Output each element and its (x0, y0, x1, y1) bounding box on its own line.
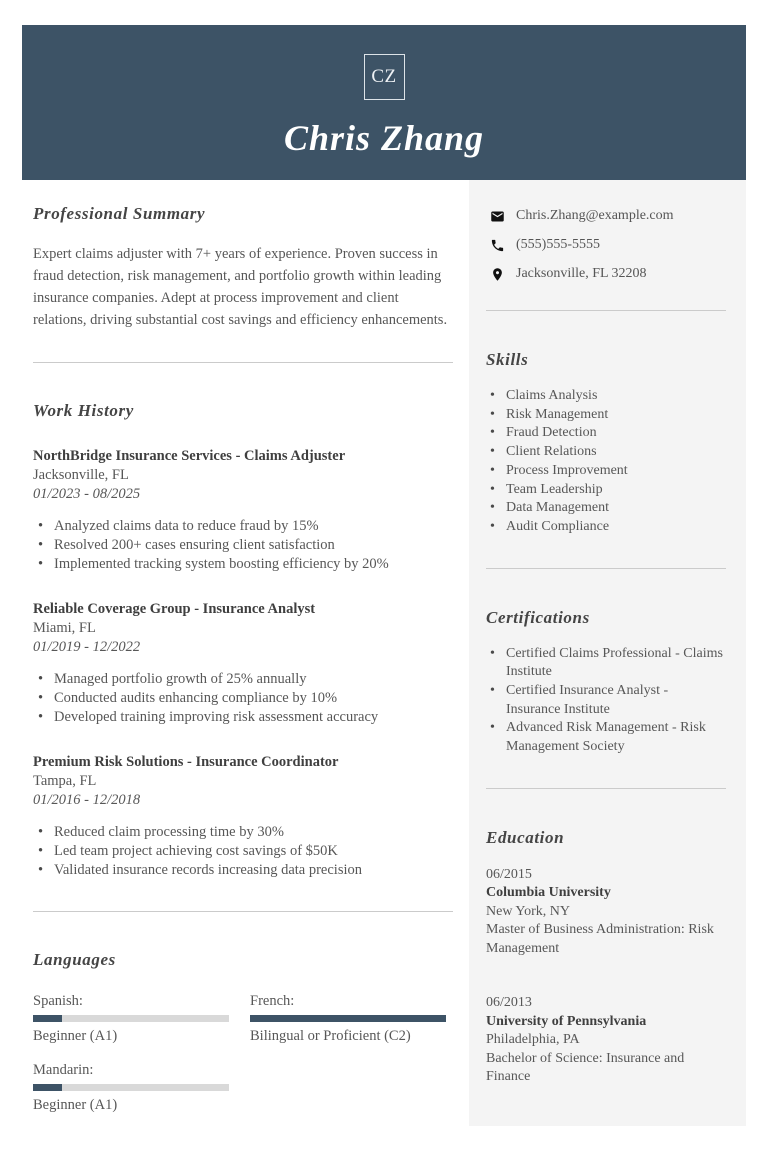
job-entry (33, 600, 453, 727)
divider (486, 568, 726, 569)
education-entry (486, 994, 726, 1087)
job-bullet-list (33, 823, 453, 880)
language-level: Beginner (A1) (33, 1028, 118, 1044)
divider (486, 788, 726, 789)
language-label: French: (250, 993, 295, 1009)
skill-item: • Data Management (486, 499, 726, 518)
education-heading: Education (486, 827, 565, 847)
languages-heading: Languages (33, 950, 116, 969)
job-bullet: • Managed portfolio growth of 25% annually (33, 670, 453, 689)
language-item (250, 992, 446, 1045)
skill-item: • Process Improvement (486, 462, 726, 481)
language-label: Spanish: (33, 993, 83, 1009)
job-bullet: • Reduced claim processing time by 30% (33, 823, 453, 842)
job-dates: 01/2019 - 12/2022 (33, 639, 141, 655)
summary-heading: Professional Summary (33, 204, 206, 223)
contact-location-row (486, 266, 726, 282)
phone-icon (490, 238, 505, 253)
education-school: University of Pennsylvania (486, 1013, 647, 1029)
divider (33, 911, 453, 912)
language-level: Bilingual or Proficient (C2) (250, 1028, 411, 1044)
job-title: NorthBridge Insurance Services - Claims Adjuster (33, 448, 346, 464)
monogram-text: CZ (371, 66, 397, 87)
main-column (22, 180, 469, 1126)
skill-item: • Fraud Detection (486, 424, 726, 443)
language-progress-bar (33, 1015, 229, 1022)
language-progress-bar (33, 1084, 229, 1091)
certifications-list (486, 645, 726, 757)
skill-item: • Claims Analysis (486, 387, 726, 406)
education-location: Philadelphia, PA (486, 1032, 580, 1048)
location-pin-icon (490, 267, 505, 282)
job-bullet: • Implemented tracking system boosting efficiency by 20% (33, 555, 453, 574)
work-history-heading: Work History (33, 401, 134, 420)
certification-item: • Certified Insurance Analyst - Insurance Institute (486, 682, 726, 719)
skill-item: • Risk Management (486, 406, 726, 425)
skills-list (486, 387, 726, 537)
email-icon (490, 209, 505, 224)
job-location: Jacksonville, FL (33, 467, 129, 483)
education-date: 06/2015 (486, 866, 532, 882)
job-entry (33, 447, 453, 574)
contact-email-row (486, 208, 726, 224)
language-progress-fill (250, 1015, 446, 1022)
education-degree: Master of Business Administration: Risk Management (486, 922, 714, 956)
skill-item: • Audit Compliance (486, 518, 726, 537)
skill-item: • Team Leadership (486, 481, 726, 500)
education-school: Columbia University (486, 885, 611, 901)
job-bullet-list (33, 670, 453, 727)
job-bullet: • Resolved 200+ cases ensuring client satisfaction (33, 536, 453, 555)
skills-heading: Skills (486, 350, 529, 369)
education-location: New York, NY (486, 903, 571, 919)
divider (486, 310, 726, 311)
job-bullet: • Analyzed claims data to reduce fraud by 15% (33, 517, 453, 536)
job-dates: 01/2016 - 12/2018 (33, 792, 141, 808)
language-progress-fill (33, 1084, 62, 1091)
education-entry (486, 866, 726, 959)
contact-location: Jacksonville, FL 32208 (516, 266, 647, 281)
candidate-name: Chris Zhang (283, 118, 485, 158)
education-degree: Bachelor of Science: Insurance and Finance (486, 1050, 685, 1085)
contact-phone: (555)555-5555 (516, 237, 600, 252)
job-bullet: • Validated insurance records increasing data precision (33, 861, 453, 880)
contact-email: Chris.Zhang@example.com (516, 208, 674, 223)
skill-item: • Client Relations (486, 443, 726, 462)
job-location: Miami, FL (33, 620, 96, 636)
job-bullet-list (33, 517, 453, 574)
resume-header (22, 25, 746, 180)
job-bullet: • Developed training improving risk assessment accuracy (33, 708, 453, 727)
language-item (33, 992, 229, 1045)
sidebar-column (469, 180, 746, 1126)
certification-item: • Advanced Risk Management - Risk Management Society (486, 719, 726, 756)
job-entry (33, 753, 453, 880)
education-date: 06/2013 (486, 995, 532, 1011)
resume-body (22, 180, 746, 1126)
contact-block (486, 208, 726, 282)
summary-text: Expert claims adjuster with 7+ years of experience. Proven success in fraud detection, risk management, and portfolio growth within leading insurance companies. Adept at process improvement and client relations, driving substantial cost savings and efficiency enhancements. (33, 246, 448, 328)
certification-item: • Certified Claims Professional - Claims Institute (486, 645, 726, 682)
languages-grid (33, 992, 453, 1114)
job-location: Tampa, FL (33, 773, 97, 789)
monogram-badge (364, 54, 405, 100)
language-level: Beginner (A1) (33, 1097, 118, 1113)
divider (33, 362, 453, 363)
language-label: Mandarin: (33, 1062, 94, 1078)
contact-phone-row (486, 237, 726, 253)
job-bullet: • Conducted audits enhancing compliance by 10% (33, 689, 453, 708)
language-item (33, 1061, 229, 1114)
certifications-heading: Certifications (486, 607, 590, 627)
language-progress-bar (250, 1015, 446, 1022)
job-title: Premium Risk Solutions - Insurance Coordinator (33, 754, 339, 770)
job-bullet: • Led team project achieving cost savings of $50K (33, 842, 453, 861)
job-title: Reliable Coverage Group - Insurance Analyst (33, 601, 316, 617)
job-dates: 01/2023 - 08/2025 (33, 486, 141, 502)
language-progress-fill (33, 1015, 62, 1022)
